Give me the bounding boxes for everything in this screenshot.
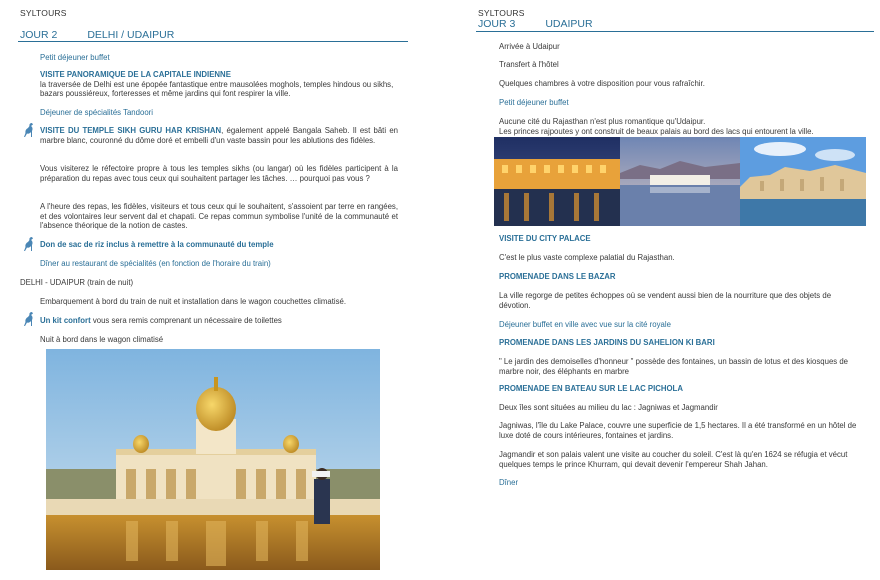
islands-line: Deux îles sont situées au milieu du lac : Jagniwas et Jagmandir — [499, 403, 718, 412]
intro-line-1: Aucune cité du Rajasthan n'est plus romantique qu'Udaipur. — [499, 117, 706, 126]
day-heading — [20, 29, 174, 41]
palace-night-photo — [494, 137, 620, 226]
heading-rule — [18, 41, 408, 42]
boarding-line: Embarquement à bord du train de nuit et installation dans le wagon couchettes climatisé. — [40, 297, 346, 306]
gurudwara-photo — [46, 349, 380, 570]
heron-icon — [22, 311, 36, 327]
kit-bold: Un kit confort — [40, 316, 91, 325]
heron-icon — [22, 122, 36, 138]
boat-title: PROMENADE EN BATEAU SUR LE LAC PICHOLA — [499, 384, 683, 393]
rooms-line: Quelques chambres à votre disposition pour vous rafraîchir. — [499, 79, 705, 88]
gardens-title: PROMENADE DANS LES JARDINS DU SAHELION KI BARI — [499, 338, 715, 347]
breakfast-line: Petit déjeuner buffet — [40, 53, 110, 62]
lake-palace-photo — [620, 137, 740, 226]
temple-section — [40, 126, 398, 145]
city-palace-photo — [740, 137, 866, 226]
jagniwas-text: Jagniwas, l'île du Lake Palace, couvre une superficie de 1,5 hectares. Il a été transformé en un hôtel de luxe doté de cours intérieures, fontaines et jardins. — [499, 421, 857, 440]
left-page — [0, 0, 430, 580]
kit-rest: vous sera remis comprenant un nécessaire de toilettes — [90, 316, 282, 325]
bazaar-text: La ville regorge de petites échoppes où se vendent aussi bien de la nourriture que des objets de dévotion. — [499, 291, 832, 310]
day-label: JOUR 2 — [20, 29, 58, 41]
day-heading — [478, 18, 593, 30]
dinner-line: Dîner au restaurant de spécialités (en fonction de l'horaire du train) — [40, 259, 271, 268]
dinner-line: Dîner — [499, 478, 519, 487]
train-heading: DELHI - UDAIPUR (train de nuit) — [20, 278, 134, 287]
breakfast-line: Petit déjeuner buffet — [499, 98, 569, 107]
panoramic-section — [40, 70, 398, 99]
heading-rule — [476, 31, 874, 32]
intro-line-2: Les princes rajpoutes y ont construit de beaux palais au bord des lacs qui entourent la ville. — [499, 126, 814, 136]
rice-gift-line: Don de sac de riz inclus à remettre à la communauté du temple — [40, 240, 274, 249]
day-title: DELHI / UDAIPUR — [87, 29, 175, 41]
brand-name: SYLTOURS — [478, 8, 525, 18]
gardens-text: " Le jardin des demoiselles d'honneur " possède des fontaines, un bassin de lotus et des kiosques de marbre noir, des éléphants en marbre — [499, 357, 849, 376]
day-title: UDAIPUR — [545, 18, 593, 30]
intro-text — [499, 117, 871, 136]
city-palace-title: VISITE DU CITY PALACE — [499, 234, 591, 243]
panoramic-title: VISITE PANORAMIQUE DE LA CAPITALE INDIENNE — [40, 70, 231, 79]
transfer-line: Transfert à l'hôtel — [499, 60, 559, 69]
temple-text: , également appelé Bangala Saheb. Il est bâti en marbre blanc, couronné du dôme doré et embelli d'un vaste bassin pour les ablutions des fidèles. — [40, 126, 398, 145]
temple-title: VISITE DU TEMPLE SIKH GURU HAR KRISHAN — [40, 126, 222, 135]
panoramic-text: la traversée de Delhi est une épopée fantastique entre mausolées moghols, temples hindous ou sikhs, bazars poussiéreux, forteresses et même jardins qui font respirer la ville. — [40, 79, 394, 99]
kit-line — [40, 316, 282, 326]
meal-text: A l'heure des repas, les fidèles, visiteurs et tous ceux qui le souhaitent, s'assoient par terre en rangées, et des volontaires leur servent dal et chapati. Ce repas commun symbolise l'unité de la communauté et l'absence théorique de la notion de castes. — [40, 202, 398, 231]
city-palace-text: C'est le plus vaste complexe palatial du Rajasthan. — [499, 253, 675, 262]
arrival-line: Arrivée à Udaipur — [499, 42, 560, 51]
heron-icon — [22, 236, 36, 252]
brand-name: SYLTOURS — [20, 8, 67, 18]
lunch-line: Déjeuner de spécialités Tandoori — [40, 108, 153, 117]
refectory-text: Vous visiterez le réfectoire propre à tous les temples sikhs (ou langar) où les fidèles participent à la préparation du repas avec tous ceux qui souhaitent partager les tâches. … pourquoi pas vous ? — [40, 164, 398, 183]
right-page — [470, 0, 880, 580]
jagmandir-text: Jagmandir et son palais valent une visite au coucher du soleil. C'est là qu'en 1624 se réfugia et vécut quelques temps le prince Khurram, qui devait devenir l'empereur Shah Jahan. — [499, 450, 848, 469]
bazaar-title: PROMENADE DANS LE BAZAR — [499, 272, 616, 281]
lunch-line: Déjeuner buffet en ville avec vue sur la cité royale — [499, 320, 671, 329]
night-line: Nuit à bord dans le wagon climatisé — [40, 335, 164, 344]
day-label: JOUR 3 — [478, 18, 516, 30]
